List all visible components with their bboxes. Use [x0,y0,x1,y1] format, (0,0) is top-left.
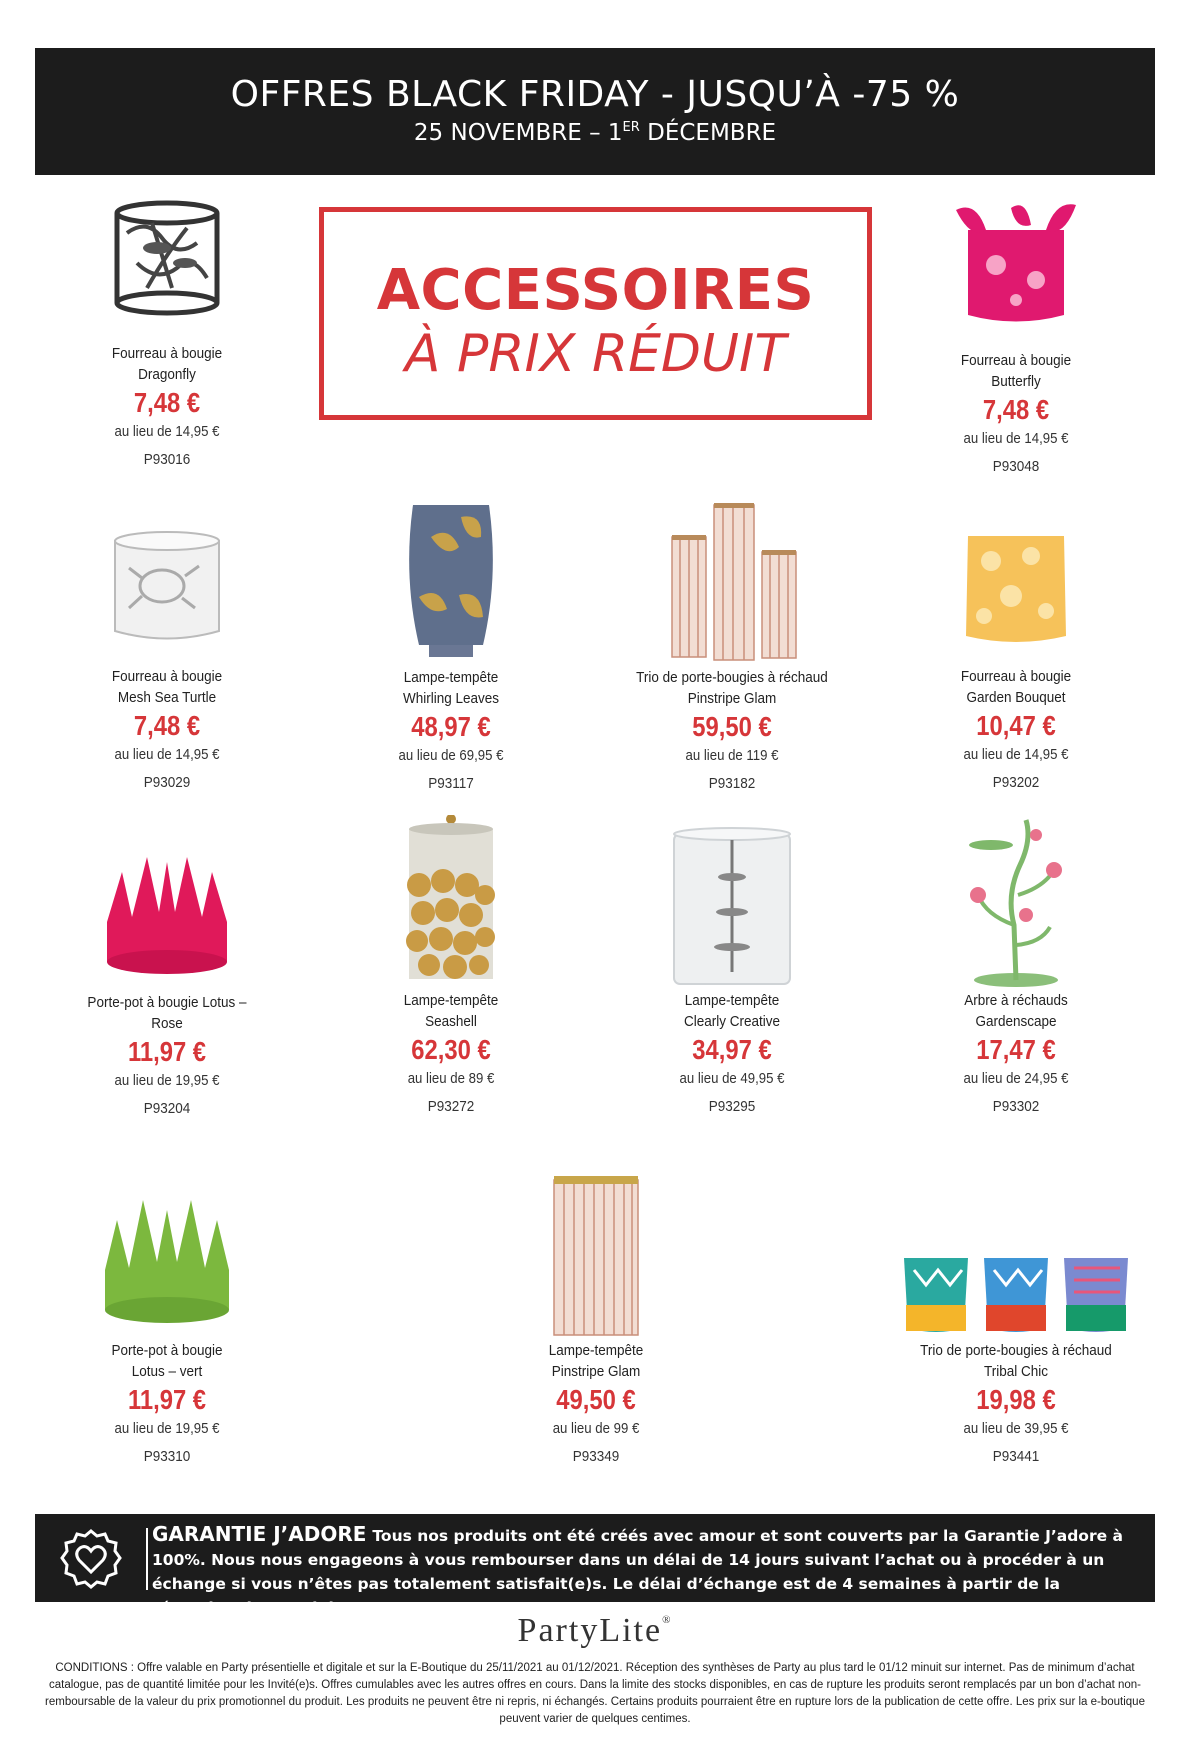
product-name: Arbre à réchauds Gardenscape [964,992,1068,1030]
pinstripe-hurricane-image [496,1172,696,1340]
whirling-leaves-hurricane-image [351,497,551,667]
seashell-hurricane-image [351,815,551,990]
guarantee-banner [35,1514,1155,1617]
product-name: Porte-pot à bougie Lotus – vert [111,1342,223,1380]
product-name: Trio de porte-bougies à réchaud Pinstripe Glam [636,669,828,707]
guarantee-heading: GARANTIE J’ADORE [152,1522,367,1546]
promo-line-2: À PRIX RÉDUIT [404,324,787,384]
product-price: 49,50 € [556,1384,636,1415]
product-price: 7,48 € [982,394,1050,425]
conditions-text: CONDITIONS : Offre valable en Party présentielle et digitale et sur la E-Boutique du 25/11/2021 au 01/12/2021. Réception des synthèses de Party au plus tard le 01/12 minuit sur internet. Pas de minimum d’achat catalogue, pas de quantité limitée pour les Invité(e)s. Offres cumulables avec les autres offres en cours. Dans la limite des stocks disponibles, en cas de rupture les produits seront remplacés par un bon d’achat non-remboursable de la valeur du prix promotionnel du produit. Les produits ne peuvent être ni repris, ni échangés. Certains produits pourraient être en rupture lors de la publication de cette offre. Les prix sur la e-boutique peuvent varier de quelques centimes. [45,1662,1145,1725]
promo-box [319,207,872,420]
product-ref: P93204 [143,1100,191,1117]
product-name: Lampe-tempête Pinstripe Glam [548,1342,644,1380]
product-old-price: au lieu de 14,95 € [114,423,220,440]
product-price: 7,48 € [133,387,201,418]
product-card-sea-turtle[interactable] [37,516,297,791]
product-ref: P93310 [143,1448,191,1465]
product-card-lotus-rose[interactable] [37,852,297,1117]
product-card-tribal-chic[interactable] [886,1250,1146,1465]
product-ref: P93016 [143,451,191,468]
product-card-gardenscape[interactable] [886,815,1146,1115]
product-card-garden-bouquet[interactable] [886,516,1146,791]
product-price: 11,97 € [127,1036,207,1067]
product-name: Fourreau à bougie Dragonfly [111,345,223,383]
product-old-price: au lieu de 19,95 € [114,1072,220,1089]
product-price: 19,98 € [976,1384,1056,1415]
product-old-price: au lieu de 99 € [552,1420,640,1437]
product-card-lotus-green[interactable] [37,1190,297,1465]
heart-badge-icon [60,1528,122,1590]
product-ref: P93182 [708,775,756,792]
pinstripe-trio-image [632,497,832,667]
promo-line-1: ACCESSOIRES [376,258,815,323]
tribal-chic-trio-image [896,1250,1136,1340]
product-ref: P93272 [427,1098,475,1115]
product-name: Lampe-tempête Seashell [403,992,499,1030]
product-price: 48,97 € [411,711,491,742]
product-name: Lampe-tempête Clearly Creative [683,992,781,1030]
product-price: 11,97 € [127,1384,207,1415]
product-old-price: au lieu de 14,95 € [963,430,1069,447]
brand-logo: PartyLite® [517,1612,673,1649]
product-card-seashell[interactable] [321,815,581,1115]
product-ref: P93441 [992,1448,1040,1465]
product-price: 7,48 € [133,710,201,741]
product-price: 62,30 € [411,1034,491,1065]
product-card-pinstripe-trio[interactable] [602,497,862,792]
product-card-pinstripe-hurricane[interactable] [466,1172,726,1465]
product-ref: P93048 [992,458,1040,475]
product-card-clearly-creative[interactable] [602,822,862,1115]
product-old-price: au lieu de 49,95 € [679,1070,785,1087]
product-name: Fourreau à bougie Garden Bouquet [960,668,1072,706]
product-old-price: au lieu de 19,95 € [114,1420,220,1437]
product-name: Fourreau à bougie Butterfly [960,352,1072,390]
garden-bouquet-sleeve-image [916,516,1116,666]
product-card-butterfly[interactable] [886,200,1146,475]
product-price: 17,47 € [976,1034,1056,1065]
lotus-green-holder-image [67,1190,267,1340]
product-ref: P93117 [428,775,474,792]
product-old-price: au lieu de 14,95 € [963,746,1069,763]
product-ref: P93202 [992,774,1040,791]
product-old-price: au lieu de 39,95 € [963,1420,1069,1437]
product-old-price: au lieu de 89 € [407,1070,495,1087]
header-title: OFFRES BLACK FRIDAY - JUSQU’À -75 % [230,74,960,115]
product-name: Fourreau à bougie Mesh Sea Turtle [111,668,223,706]
product-old-price: au lieu de 14,95 € [114,746,220,763]
sea-turtle-sleeve-image [67,516,267,666]
product-name: Lampe-tempête Whirling Leaves [402,669,500,707]
product-price: 59,50 € [692,711,772,742]
product-ref: P93349 [572,1448,620,1465]
product-ref: P93302 [992,1098,1040,1115]
product-old-price: au lieu de 119 € [685,747,779,764]
product-ref: P93295 [708,1098,756,1115]
gardenscape-tree-image [916,815,1116,990]
lotus-rose-holder-image [67,852,267,992]
product-card-dragonfly[interactable] [37,193,297,468]
product-name: Porte-pot à bougie Lotus – Rose [87,994,247,1032]
product-price: 10,47 € [976,710,1056,741]
guarantee-separator [146,1528,148,1590]
product-name: Trio de porte-bougies à réchaud Tribal Chic [920,1342,1112,1380]
butterfly-sleeve-image [916,200,1116,350]
header-banner [35,48,1155,175]
product-old-price: au lieu de 24,95 € [963,1070,1069,1087]
dragonfly-sleeve-image [67,193,267,343]
product-card-whirling-leaves[interactable] [321,497,581,792]
guarantee-text [152,1522,1142,1620]
header-dates: 25 NOVEMBRE – 1ER DÉCEMBRE [413,120,777,146]
product-price: 34,97 € [692,1034,772,1065]
product-old-price: au lieu de 69,95 € [398,747,504,764]
clearly-creative-hurricane-image [632,822,832,990]
product-ref: P93029 [143,774,191,791]
guarantee-body: Tous nos produits ont été créés avec amour et sont couverts par la Garantie J’adore à 100%. Nous nous engageons à vous rembourser dans un délai de 14 jours suivant l’achat ou à procéder à un échange si vous n’êtes pas totalement satisfait(e)s. Le délai d’échange est de 4 semaines à partir de la réception des produits. [152,1527,1123,1617]
